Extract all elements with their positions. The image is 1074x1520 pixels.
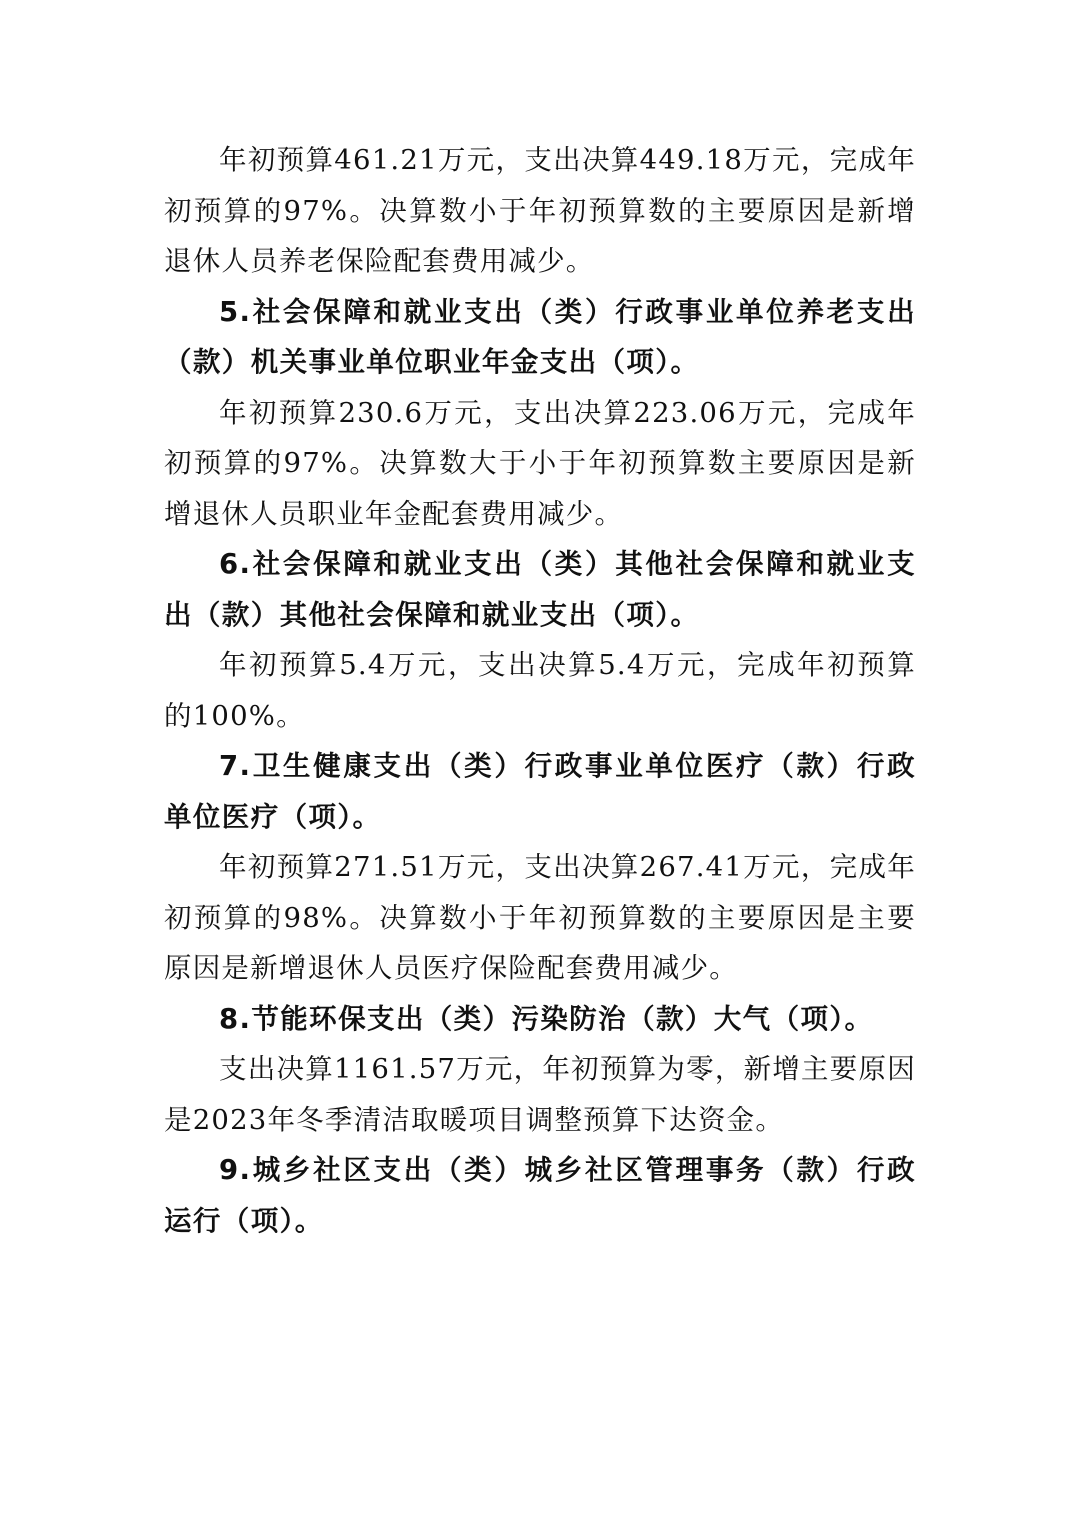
heading-item-8: 8.节能环保支出（类）污染防治（款）大气（项）。	[219, 1002, 874, 1035]
document-body	[164, 135, 916, 1246]
heading-item-5: 5.社会保障和就业支出（类）行政事业单位养老支出（款）机关事业单位职业年金支出（项）。	[164, 295, 916, 378]
paragraph-item-6-body: 年初预算5.4万元，支出决算5.4万元，完成年初预算的100%。	[164, 649, 916, 732]
heading-item-9: 9.城乡社区支出（类）城乡社区管理事务（款）行政运行（项）。	[164, 1154, 916, 1237]
paragraph-item-7-body: 年初预算271.51万元，支出决算267.41万元，完成年初预算的98%。决算数小于年初预算数的主要原因是主要原因是新增退休人员医疗保险配套费用减少。	[164, 851, 916, 984]
paragraph-pension-budget: 年初预算461.21万元，支出决算449.18万元，完成年初预算的97%。决算数小于年初预算数的主要原因是新增退休人员养老保险配套费用减少。	[164, 144, 916, 277]
paragraph-item-8-body: 支出决算1161.57万元，年初预算为零，新增主要原因是2023年冬季清洁取暖项目调整预算下达资金。	[164, 1053, 916, 1136]
heading-item-6: 6.社会保障和就业支出（类）其他社会保障和就业支出（款）其他社会保障和就业支出（项）。	[164, 548, 916, 631]
paragraph-item-5-body: 年初预算230.6万元，支出决算223.06万元，完成年初预算的97%。决算数大于小于年初预算数主要原因是新增退休人员职业年金配套费用减少。	[164, 396, 916, 530]
heading-item-7: 7.卫生健康支出（类）行政事业单位医疗（款）行政单位医疗（项）。	[164, 750, 916, 833]
